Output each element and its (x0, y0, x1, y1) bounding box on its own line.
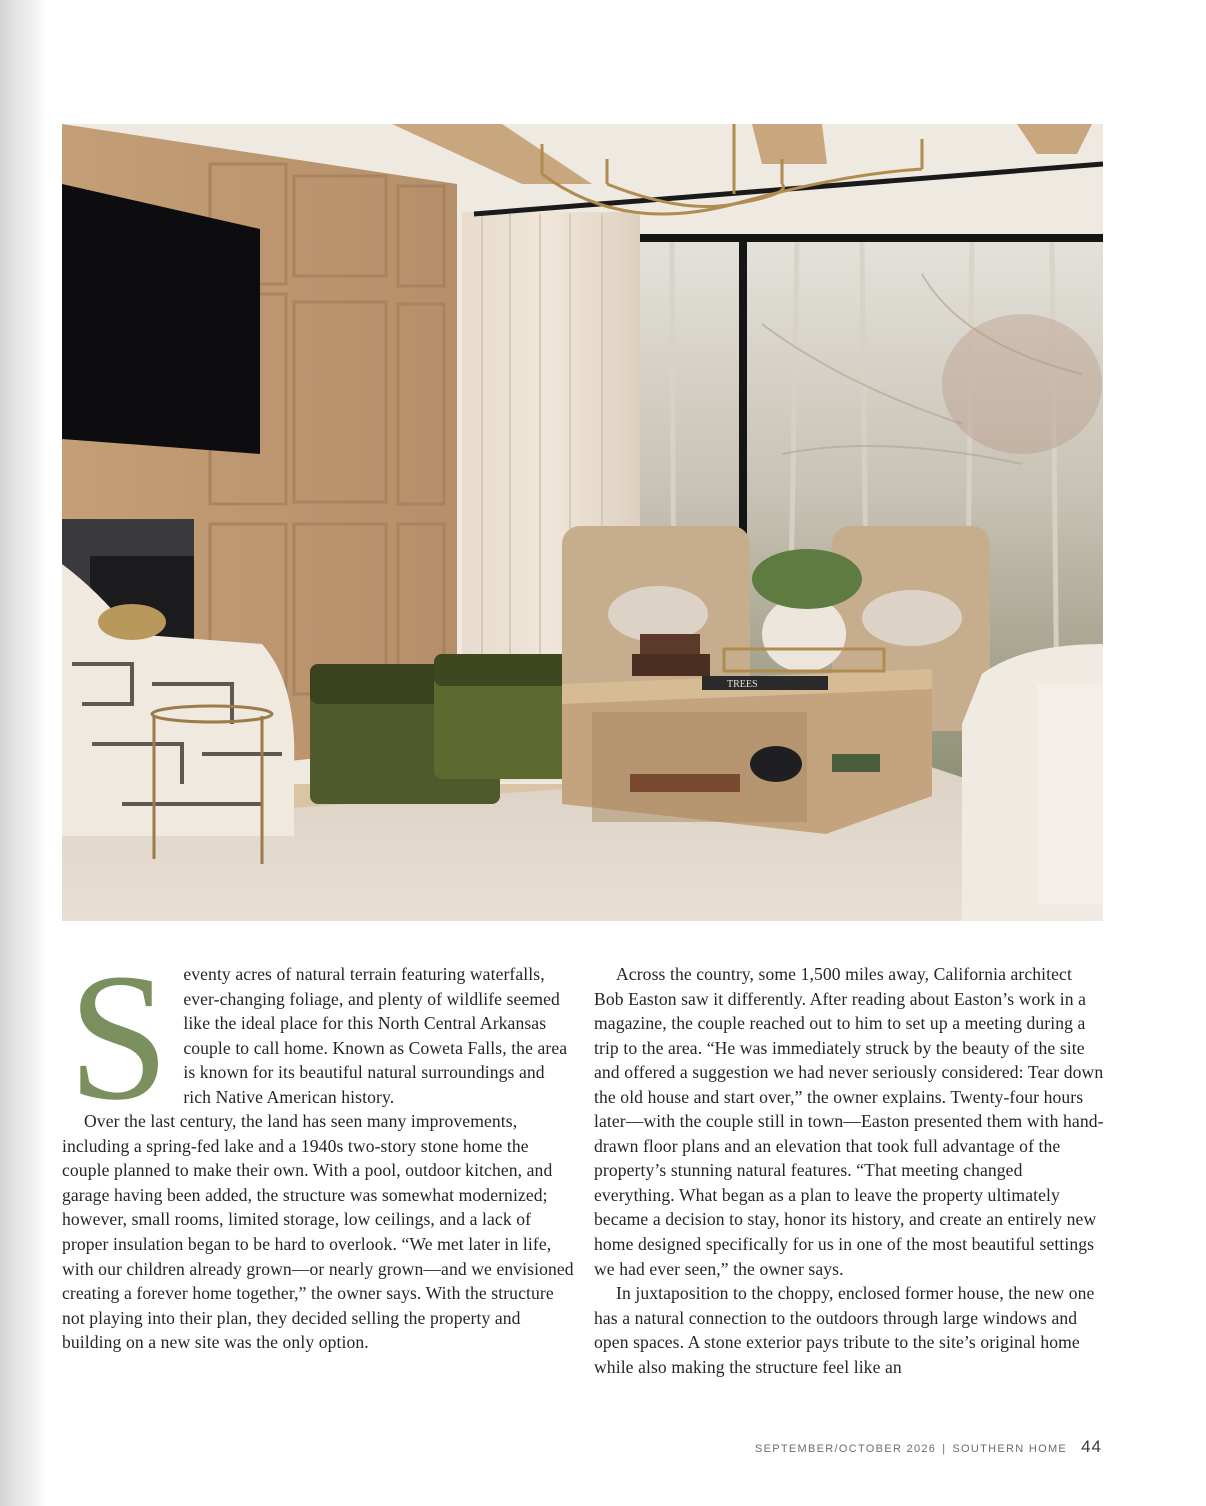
book-spine-label: TREES (727, 679, 758, 690)
page-spine-shadow (0, 0, 46, 1506)
article-column-left (62, 937, 574, 1355)
article-paragraph: In juxtaposition to the choppy, enclosed former house, the new one has a natural connection to the outdoors through large windows and open spaces. A stone exterior pays tribute to the site’s original home while also making the structure feel like an (594, 1283, 1095, 1377)
page-number: 44 (1081, 1437, 1102, 1456)
page-footer (755, 1437, 1102, 1457)
article-column-right (594, 962, 1106, 1379)
article-paragraph: Over the last century, the land has seen many improvements, including a spring-fed lake and a 1940s two-story stone home the couple planned to make their own. With a pool, outdoor kitchen, and garage having been added, the structure was somewhat modernized; however, small rooms, limited storage, low ceilings, and a lack of proper insulation began to be hard to overlook. “We met later in life, with our children already grown—or nearly grown—and we envisioned creating a forever home together,” the owner says. With the structure not playing into their plan, they decided selling the property and building on a new site was the only option. (62, 1111, 574, 1353)
paragraph-text: eventy acres of natural terrain featuring waterfalls, ever-changing foliage, and plenty of wildlife seemed like the ideal place for this North Central Arkansas couple to call home. Known as Coweta Falls, the area is known for its beautiful natural surroundings and rich Native American history. (183, 964, 568, 1107)
footer-issue: SEPTEMBER/OCTOBER 2026 (754, 1443, 937, 1455)
article-paragraph: Across the country, some 1,500 miles away, California architect Bob Easton saw it differently. After reading about Easton’s work in a magazine, the couple reached out to him to set up a meeting during a trip to the area. “He was immediately struck by the beauty of the site and offered a suggestion we had never seriously considered: Tear down the old house and start over,” the owner explains. Twenty-four hours later—with the couple still in town—Easton presented them with hand-drawn floor plans and an elevation that took full advantage of the property’s stunning natural features. “That meeting changed everything. What began as a plan to leave the property ultimately became a decision to stay, honor its history, and create an entirely new home designed specifically for us in one of the most beautiful settings we had ever seen,” the owner says. (594, 964, 1104, 1279)
drop-cap: S (68, 937, 170, 1138)
article-paragraph (62, 937, 574, 1138)
footer-publication: SOUTHERN HOME (952, 1443, 1068, 1455)
living-room-photo (62, 124, 1103, 921)
footer-separator: | (942, 1443, 947, 1455)
